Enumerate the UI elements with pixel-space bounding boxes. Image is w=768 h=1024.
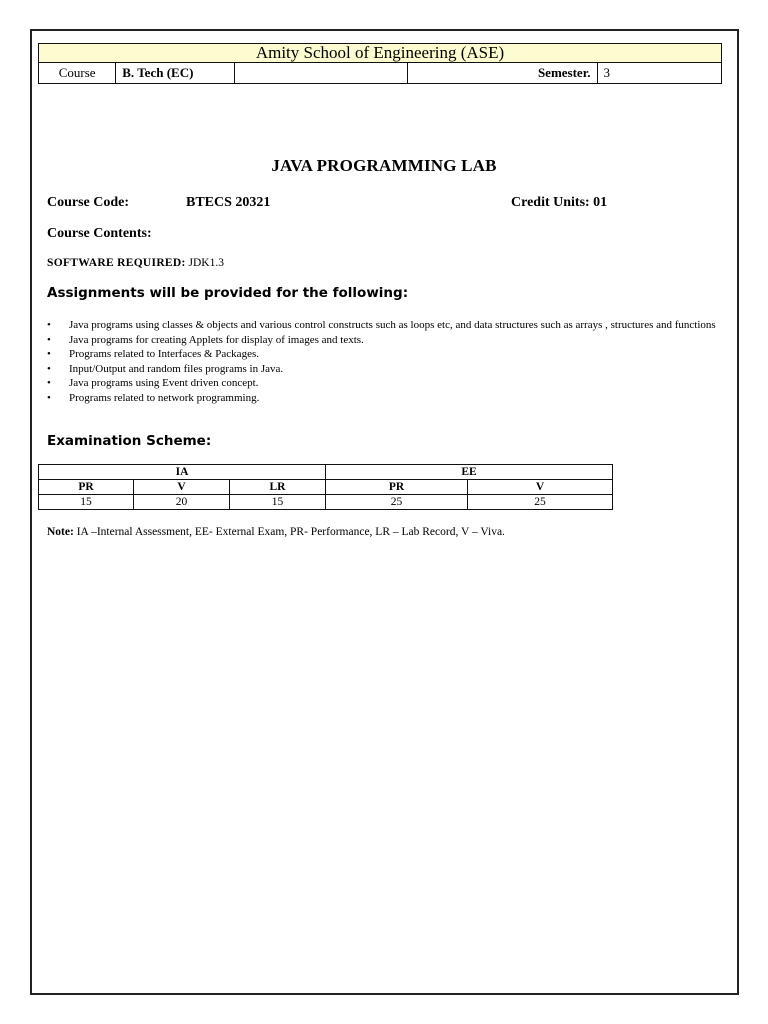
table-cell: 15 <box>39 495 134 510</box>
credit-units: Credit Units: 01 <box>511 195 608 210</box>
column-header: PR <box>326 480 468 495</box>
list-item: • Programs related to Interfaces & Packages. <box>47 347 717 362</box>
course-contents-heading: Course Contents: <box>47 226 152 241</box>
list-item: • Java programs using Event driven concept. <box>47 376 717 391</box>
table-cell: 20 <box>134 495 230 510</box>
assignments-heading: Assignments will be provided for the following: <box>47 285 409 301</box>
group-header-ee: EE <box>326 465 613 480</box>
blank-cell <box>235 63 408 84</box>
course-code-label: Course Code: <box>47 195 130 210</box>
software-value: JDK1.3 <box>188 257 224 269</box>
semester-value: 3 <box>597 63 721 84</box>
course-label: Course <box>39 63 116 84</box>
column-header: LR <box>230 480 326 495</box>
software-required <box>47 257 224 269</box>
column-header: V <box>468 480 613 495</box>
table-cell: 25 <box>326 495 468 510</box>
course-code-value: BTECS 20321 <box>186 195 271 210</box>
page-title: JAVA PROGRAMMING LAB <box>271 156 497 175</box>
table-row <box>39 465 613 480</box>
column-header: PR <box>39 480 134 495</box>
assignments-list <box>47 318 717 406</box>
semester-label: Semester. <box>408 63 597 84</box>
software-label: SOFTWARE REQUIRED: <box>47 257 186 269</box>
note-text: IA –Internal Assessment, EE- External Exam, PR- Performance, LR – Lab Record, V – Viva. <box>73 526 505 538</box>
list-item: • Programs related to network programming. <box>47 391 717 406</box>
table-row <box>39 480 613 495</box>
note-label: Note: <box>47 526 74 538</box>
table-cell: 25 <box>468 495 613 510</box>
exam-scheme-heading: Examination Scheme: <box>47 433 212 449</box>
course-header-table <box>38 43 722 84</box>
list-item: • Java programs for creating Applets for display of images and texts. <box>47 333 717 348</box>
list-item: • Java programs using classes & objects and various control constructs such as loops etc, and data structures such as arrays , structures and functions <box>47 318 717 333</box>
exam-scheme-table <box>38 464 613 510</box>
course-value: B. Tech (EC) <box>116 63 235 84</box>
column-header: V <box>134 480 230 495</box>
group-header-ia: IA <box>39 465 326 480</box>
table-cell: 15 <box>230 495 326 510</box>
list-item: • Input/Output and random files programs in Java. <box>47 362 717 377</box>
table-row <box>39 495 613 510</box>
note <box>47 526 505 538</box>
institution-name: Amity School of Engineering (ASE) <box>39 44 722 63</box>
